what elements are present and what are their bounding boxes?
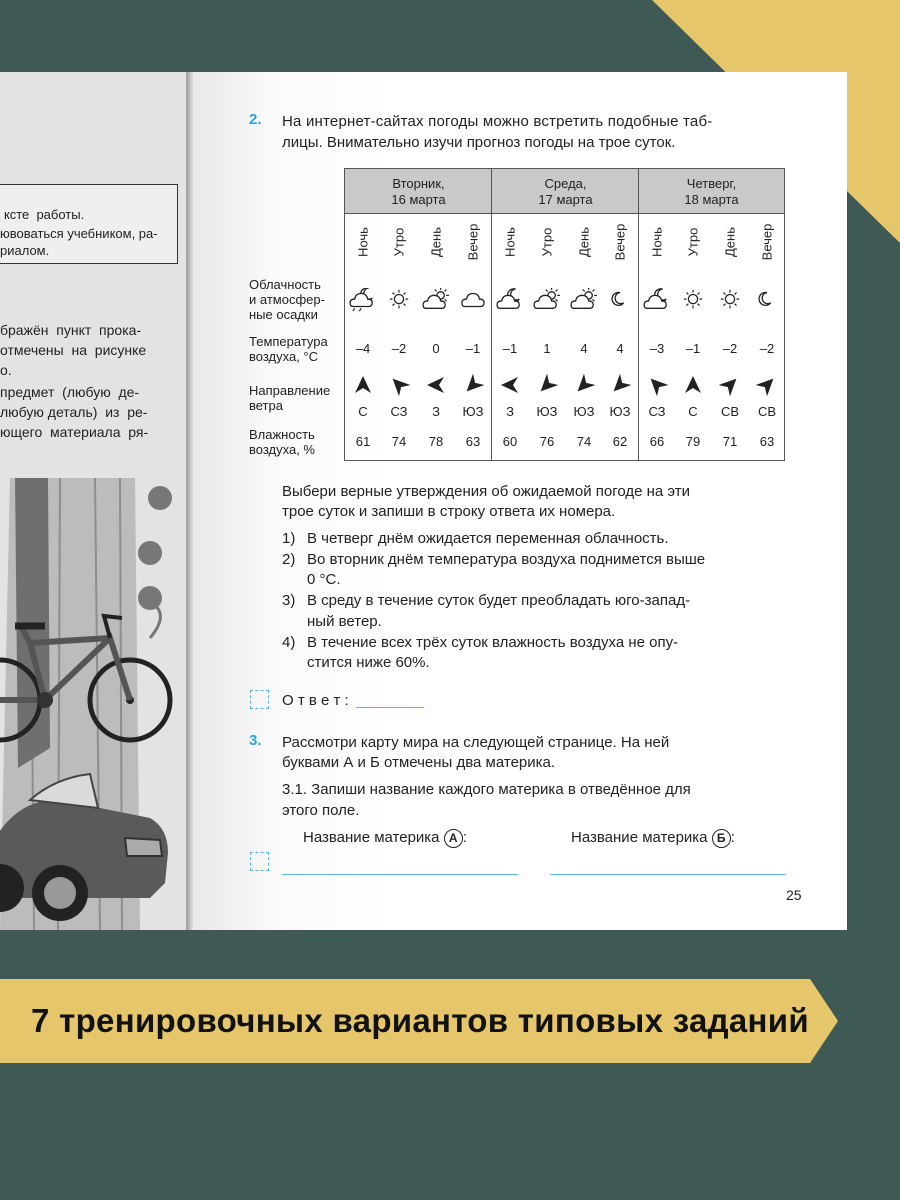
time-of-day-text: Вечер: [759, 223, 775, 261]
banner-text: 7 тренировочных вариантов типовых заданий: [31, 1002, 809, 1039]
label-line: Влажность: [249, 427, 315, 442]
task2-prompt-line2: трое суток и запиши в строку ответа их номера.: [282, 503, 616, 520]
day-date: 18 марта: [684, 192, 739, 207]
field-b-answer-line[interactable]: [550, 874, 786, 875]
option-3-number: 3): [282, 592, 296, 609]
time-of-day-text: Утро: [685, 227, 701, 257]
wind-direction-cell: ЮЗ: [462, 404, 484, 419]
temperature-cell: –3: [649, 341, 665, 356]
humidity-cell: 63: [759, 434, 775, 449]
wind-arrow-icon: [536, 374, 558, 396]
wind-direction-cell: С: [688, 404, 698, 419]
wind-arrow-icon: [682, 374, 704, 396]
time-of-day-text: Ночь: [649, 227, 665, 257]
time-of-day-label: [353, 222, 373, 262]
humidity-cell: 60: [502, 434, 518, 449]
row-label-cloudiness: [249, 277, 325, 322]
wind-arrow-icon: [609, 374, 631, 396]
day-date: 17 марта: [538, 192, 593, 207]
label-line: Направление: [249, 383, 331, 398]
task3-sub-line1: 3.1. Запиши название каждого материка в отведённое для: [282, 781, 691, 798]
field-a-answer-line[interactable]: [282, 874, 518, 875]
field-b-letter-badge: Б: [712, 829, 731, 848]
time-of-day-label: [683, 222, 703, 262]
moon-icon: [605, 288, 635, 312]
task2-number: 2.: [249, 111, 262, 128]
wind-arrow-icon: [573, 374, 595, 396]
temperature-cell: –2: [722, 341, 738, 356]
task2-intro-line1: На интернет-сайтах погоды можно встретить подобные таб-: [282, 113, 713, 130]
task2-answer-box[interactable]: [250, 690, 269, 709]
moon-cloud-icon: [495, 288, 525, 312]
sun-icon: [715, 288, 745, 312]
temperature-cell: 1: [543, 341, 551, 356]
time-of-day-text: Утро: [391, 227, 407, 257]
field-a-letter-badge: А: [444, 829, 463, 848]
time-of-day-text: Ночь: [355, 227, 371, 257]
humidity-cell: 62: [612, 434, 628, 449]
wind-direction-cell: З: [506, 404, 514, 419]
option-2-text-line1: Во вторник днём температура воздуха поднимется выше: [307, 551, 706, 568]
time-of-day-text: Вечер: [465, 223, 481, 261]
humidity-cell: 78: [428, 434, 444, 449]
task3-intro-line2: буквами А и Б отмечены два материка.: [282, 754, 556, 771]
sun-cloud-icon: [569, 288, 599, 312]
temperature-cell: 0: [432, 341, 440, 356]
task3-sub-line2: этого поле.: [282, 802, 360, 819]
left-para2-line3: ющего материала ря-: [0, 424, 149, 440]
humidity-cell: 71: [722, 434, 738, 449]
temperature-cell: 4: [580, 341, 588, 356]
moon-cloud-icon: [642, 288, 672, 312]
moon-cloud-rain-icon: [348, 288, 378, 312]
cloud-icon: [458, 288, 488, 312]
time-of-day-text: Вечер: [612, 223, 628, 261]
wind-arrow-icon: [462, 374, 484, 396]
row-label-temperature: [249, 334, 328, 364]
label-line: ные осадки: [249, 307, 318, 322]
humidity-cell: 63: [465, 434, 481, 449]
temperature-cell: –2: [759, 341, 775, 356]
option-4-text-line1: В течение всех трёх суток влажность воздуха не опу-: [307, 634, 679, 651]
label-line: и атмосфер-: [249, 292, 325, 307]
time-of-day-label: [389, 222, 409, 262]
day-name: Среда,: [544, 176, 587, 191]
task3-answer-box[interactable]: [250, 852, 269, 871]
day-name: Четверг,: [686, 176, 737, 191]
option-3-text-line2: ный ветер.: [307, 613, 382, 630]
temperature-cell: 4: [616, 341, 624, 356]
option-1-number: 1): [282, 530, 296, 547]
time-of-day-label: [500, 222, 520, 262]
day-header-tuesday: [345, 169, 492, 213]
wind-direction-cell: СЗ: [648, 404, 666, 419]
sun-cloud-icon: [532, 288, 562, 312]
humidity-cell: 61: [355, 434, 371, 449]
time-of-day-label: [463, 222, 483, 262]
left-para1-line2: отмечены на рисунке: [0, 342, 147, 358]
label-line: воздуха, %: [249, 442, 315, 457]
wind-direction-cell: ЮЗ: [573, 404, 595, 419]
label-line: воздуха, °С: [249, 349, 318, 364]
time-of-day-label: [610, 222, 630, 262]
temperature-cell: –1: [502, 341, 518, 356]
option-2-text-line2: 0 °С.: [307, 571, 341, 588]
day-date: 16 марта: [391, 192, 446, 207]
row-label-wind: [249, 383, 330, 413]
wind-arrow-icon: [756, 374, 778, 396]
time-of-day-label: [757, 222, 777, 262]
wind-direction-cell: СВ: [757, 404, 777, 419]
wind-direction-cell: З: [432, 404, 440, 419]
task2-prompt-line1: Выбери верные утверждения об ожидаемой погоде на эти: [282, 483, 691, 500]
time-of-day-label: [426, 222, 446, 262]
rules-line-3: риалом.: [0, 243, 50, 258]
temperature-cell: –4: [355, 341, 371, 356]
left-para1-line1: бражён пункт прока-: [0, 322, 142, 338]
wind-arrow-icon: [352, 374, 374, 396]
time-of-day-text: Ночь: [502, 227, 518, 257]
option-4-number: 4): [282, 634, 296, 651]
page-number: 25: [786, 887, 802, 903]
humidity-cell: 74: [391, 434, 407, 449]
left-para2-line2: любую деталь) из ре-: [0, 404, 148, 420]
wind-arrow-icon: [388, 374, 410, 396]
field-a-label: Название материка А :: [303, 829, 467, 846]
row-label-humidity: [249, 427, 315, 457]
rental-illustration: [0, 478, 188, 930]
humidity-cell: 79: [685, 434, 701, 449]
task3-intro-line1: Рассмотри карту мира на следующей странице. На ней: [282, 734, 670, 751]
wind-arrow-icon: [425, 374, 447, 396]
task3-number: 3.: [249, 732, 262, 749]
label-line: ветра: [249, 398, 283, 413]
option-1-text: В четверг днём ожидается переменная облачность.: [307, 530, 669, 547]
time-of-day-text: День: [722, 227, 738, 257]
label-line: Температура: [249, 334, 328, 349]
left-para1-line3: о.: [0, 362, 12, 378]
day-header-thursday: [639, 169, 784, 213]
wind-direction-cell: СЗ: [390, 404, 408, 419]
wind-arrow-icon: [646, 374, 668, 396]
moon-icon: [752, 288, 782, 312]
wind-arrow-icon: [499, 374, 521, 396]
temperature-cell: –1: [685, 341, 701, 356]
time-of-day-text: День: [428, 227, 444, 257]
time-of-day-label: [537, 222, 557, 262]
humidity-cell: 76: [539, 434, 555, 449]
wind-direction-cell: СВ: [720, 404, 740, 419]
sun-icon: [384, 288, 414, 312]
left-para2-line1: предмет (любую де-: [0, 384, 140, 400]
left-page: [0, 72, 188, 930]
task2-intro-line2: лицы. Внимательно изучи прогноз погоды на трое суток.: [282, 134, 676, 151]
rules-line-1: кcте работы.: [4, 207, 85, 222]
sun-cloud-icon: [421, 288, 451, 312]
humidity-cell: 66: [649, 434, 665, 449]
option-2-number: 2): [282, 551, 296, 568]
time-of-day-text: Утро: [539, 227, 555, 257]
task2-answer-line[interactable]: [356, 707, 424, 708]
field-a-label-text: Название материка: [303, 829, 440, 846]
field-b-label-text: Название материка: [571, 829, 708, 846]
time-of-day-label: [647, 222, 667, 262]
wind-direction-cell: ЮЗ: [609, 404, 631, 419]
rules-line-2: ювоваться учебником, ра-: [0, 226, 158, 241]
wind-arrow-icon: [719, 374, 741, 396]
time-of-day-text: День: [576, 227, 592, 257]
sun-icon: [678, 288, 708, 312]
day-name: Вторник,: [392, 176, 445, 191]
table-divider: [345, 213, 784, 214]
humidity-cell: 74: [576, 434, 592, 449]
temperature-cell: –1: [465, 341, 481, 356]
wind-direction-cell: С: [358, 404, 368, 419]
label-line: Облачность: [249, 277, 321, 292]
day-header-wednesday: [492, 169, 639, 213]
field-b-label: Название материка Б :: [571, 829, 735, 846]
option-4-text-line2: стится ниже 60%.: [307, 654, 430, 671]
time-of-day-label: [720, 222, 740, 262]
wind-direction-cell: ЮЗ: [536, 404, 558, 419]
temperature-cell: –2: [391, 341, 407, 356]
task2-answer-label: О т в е т :: [282, 692, 349, 709]
time-of-day-label: [574, 222, 594, 262]
option-3-text-line1: В среду в течение суток будет преобладать юго-запад-: [307, 592, 691, 609]
